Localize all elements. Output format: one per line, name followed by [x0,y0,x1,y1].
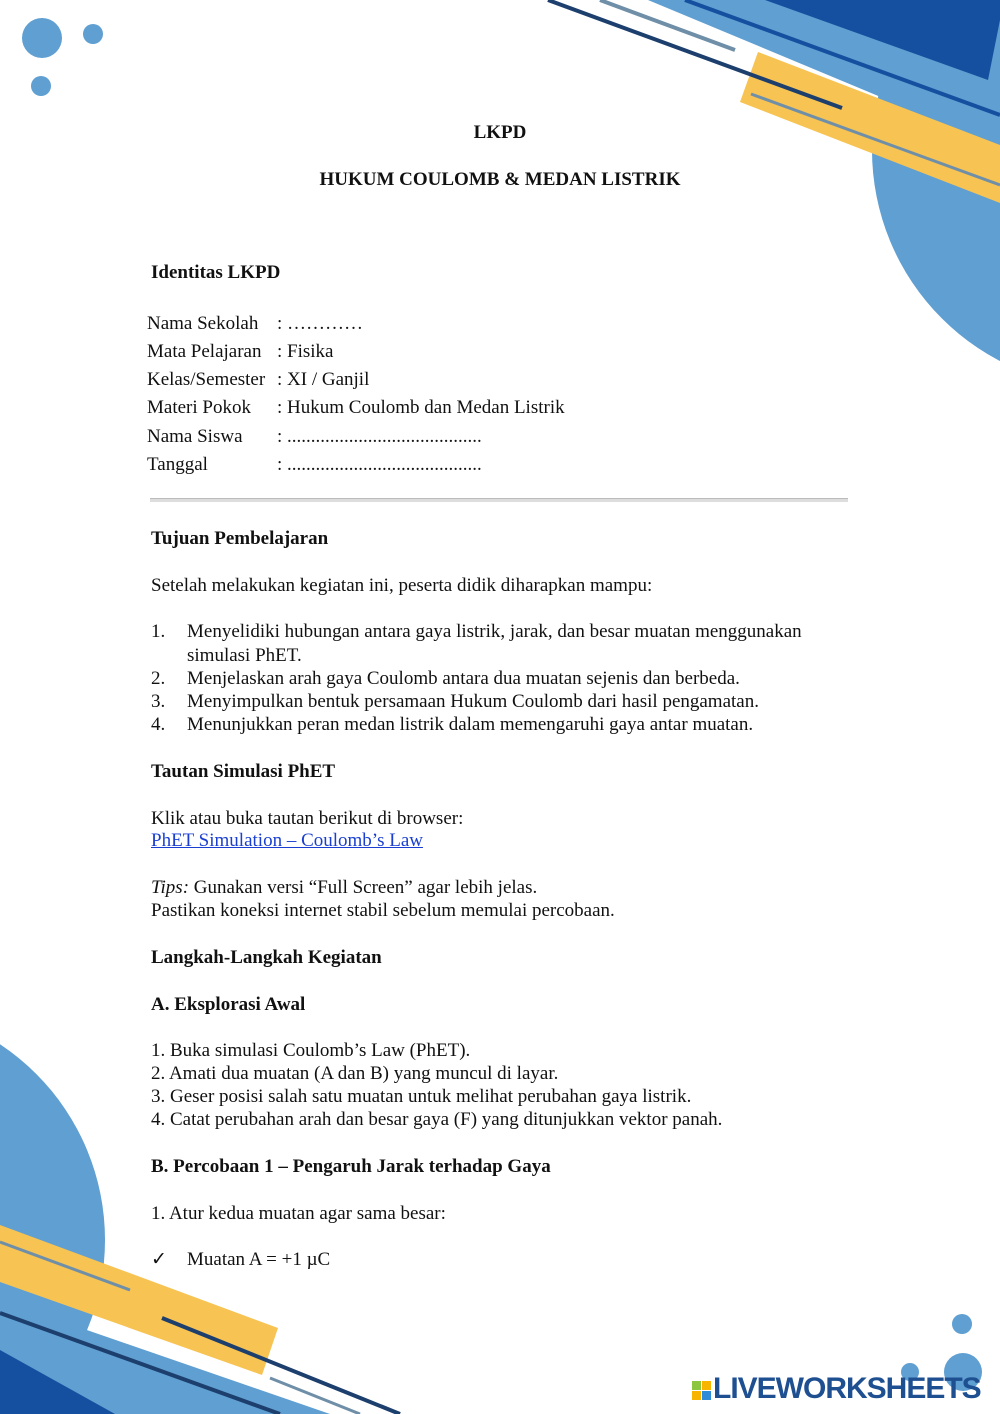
objective-item-continued: simulasi PhET. [187,645,302,666]
row-label: Kelas/Semester [147,369,266,390]
identity-row [147,341,333,363]
logo-icon [692,1381,711,1400]
item-number: 3. [151,691,166,712]
item-text: Menyelidiki hubungan antara gaya listrik, jarak, dan besar muatan menggunakan [187,621,802,642]
row-value: : Hukum Coulomb dan Medan Listrik [277,397,565,418]
identity-row [147,313,363,335]
check-item-text: Muatan A = +1 µC [187,1249,331,1270]
step-item: 1. Atur kedua muatan agar sama besar: [151,1203,446,1224]
phet-heading: Tautan Simulasi PhET [151,761,336,782]
section-b-heading: B. Percobaan 1 – Pengaruh Jarak terhadap Gaya [151,1156,551,1177]
row-label: Nama Siswa [147,426,243,447]
connection-note: Pastikan koneksi internet stabil sebelum memulai percobaan. [151,900,615,921]
step-item: 4. Catat perubahan arah dan besar gaya (F) yang ditunjukkan vektor panah. [151,1109,723,1130]
tips-text [151,877,537,899]
row-label: Materi Pokok [147,397,251,418]
identity-row [147,454,482,476]
objective-item [151,668,740,690]
objective-item [151,691,759,713]
identity-row [147,426,482,448]
liveworksheets-logo [692,1372,981,1406]
phet-simulation-link[interactable]: PhET Simulation – Coulomb’s Law [151,830,423,851]
document-subtitle: HUKUM COULOMB & MEDAN LISTRIK [319,169,681,190]
divider [150,498,848,502]
step-item: 1. Buka simulasi Coulomb’s Law (PhET). [151,1040,471,1061]
objective-item [151,714,753,736]
row-label: Tanggal [147,454,208,475]
item-text: Menjelaskan arah gaya Coulomb antara dua muatan sejenis dan berbeda. [187,668,740,689]
row-value: : ......................................... [277,426,482,447]
tips-body: Gunakan versi “Full Screen” agar lebih jelas. [189,877,538,898]
decor-dot [22,18,62,58]
decor-dot [31,76,51,96]
decor-dot [83,24,103,44]
item-number: 2. [151,668,166,689]
row-label: Nama Sekolah [147,313,259,334]
document-title: LKPD [473,122,527,143]
objectives-heading: Tujuan Pembelajaran [151,528,329,549]
step-item: 2. Amati dua muatan (A dan B) yang muncul di layar. [151,1063,559,1084]
item-text: Menyimpulkan bentuk persamaan Hukum Coulomb dari hasil pengamatan. [187,691,759,712]
steps-heading: Langkah-Langkah Kegiatan [151,947,382,968]
item-number: 1. [151,621,166,642]
step-item: 3. Geser posisi salah satu muatan untuk melihat perubahan gaya listrik. [151,1086,692,1107]
row-value: : XI / Ganjil [277,369,370,390]
item-text: Menunjukkan peran medan listrik dalam memengaruhi gaya antar muatan. [187,714,754,735]
identity-row [147,369,369,391]
row-value: : ......................................... [277,454,482,475]
row-value: : Fisika [277,341,334,362]
logo-text: LIVEWORKSHEETS [713,1372,981,1405]
item-number: 4. [151,714,166,735]
objective-item [151,621,802,643]
phet-intro: Klik atau buka tautan berikut di browser: [151,808,464,829]
objectives-intro: Setelah melakukan kegiatan ini, peserta didik diharapkan mampu: [151,575,653,596]
checkmark-icon: ✓ [151,1249,167,1270]
tips-label: Tips: [151,877,190,898]
identity-heading: Identitas LKPD [151,262,281,283]
identity-row [147,397,565,419]
section-a-heading: A. Eksplorasi Awal [151,994,306,1015]
row-value: : ………… [277,313,364,334]
row-label: Mata Pelajaran [147,341,262,362]
check-item [151,1249,330,1271]
